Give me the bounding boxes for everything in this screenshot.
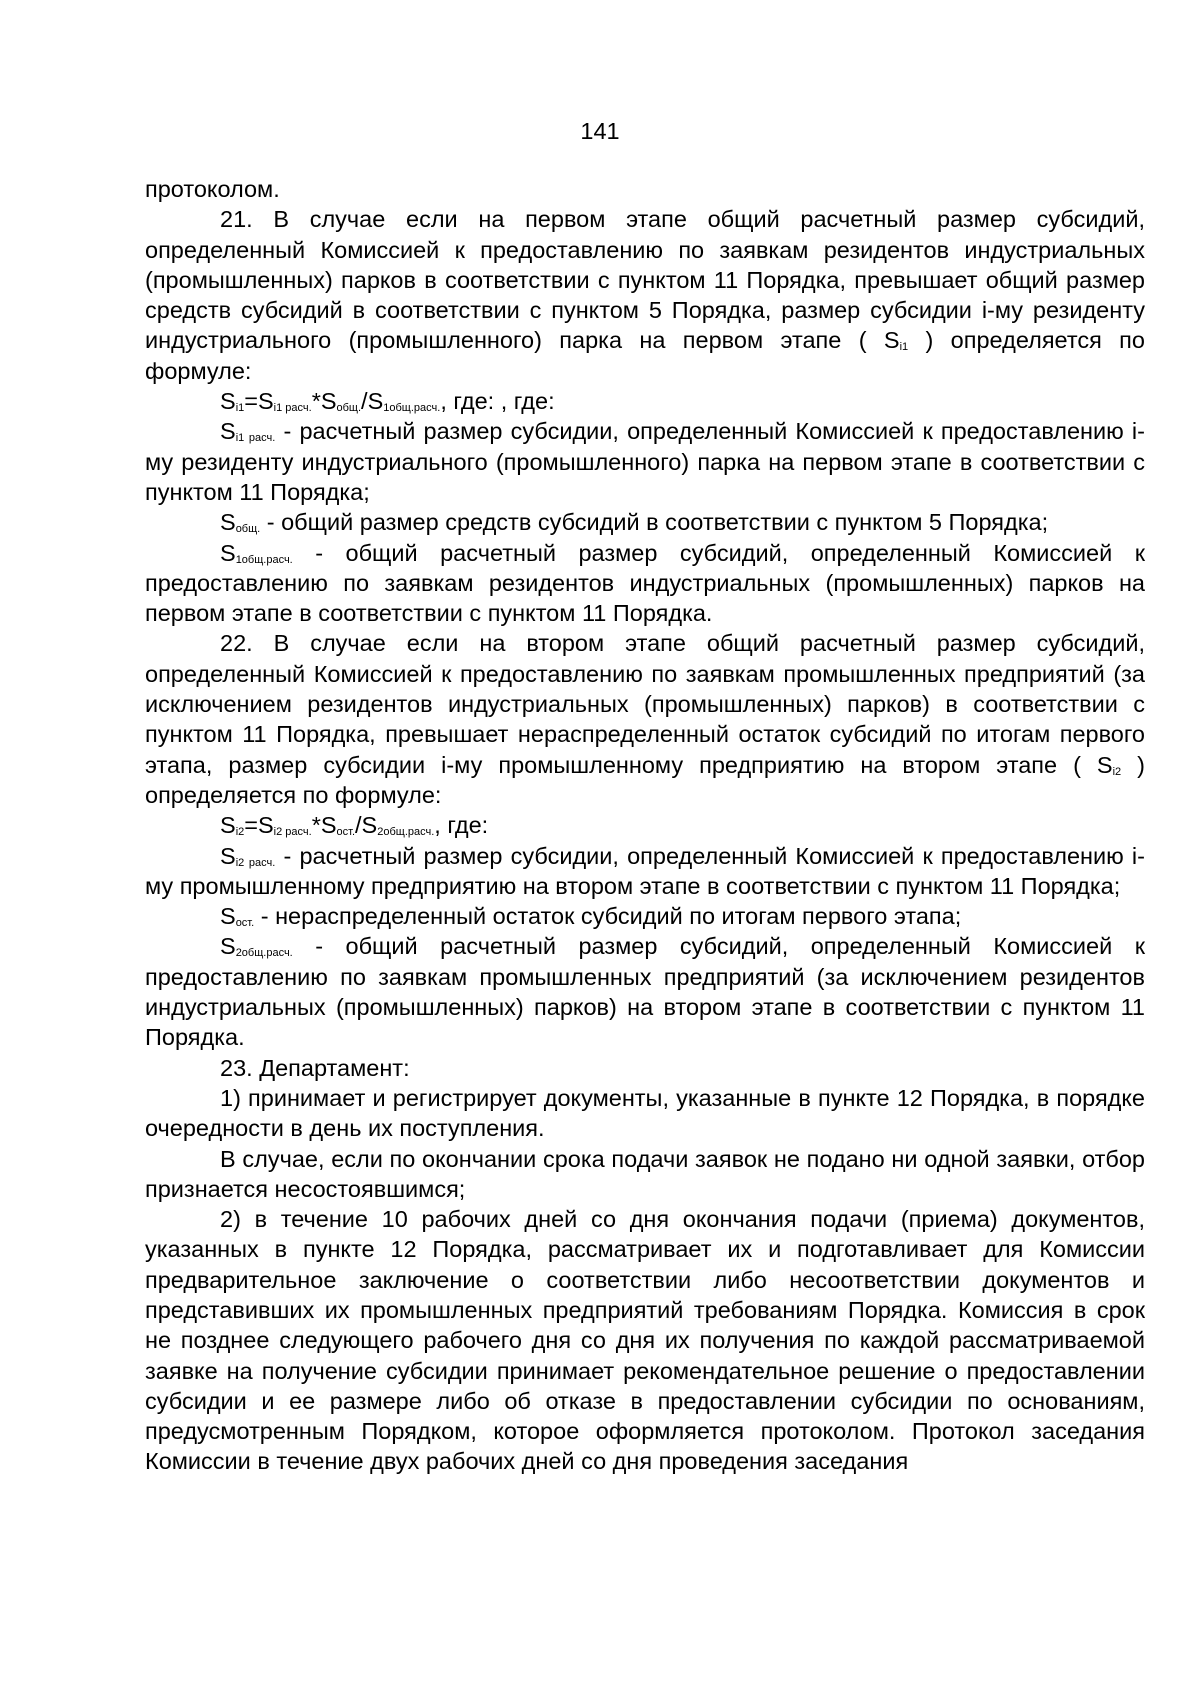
text-run: S (220, 812, 236, 839)
text-run: 22. В случае если на втором этапе общий расчетный размер субсидий, определенный Комиссией к предоставлению по заявкам промышленных предприятий (за исключением резидентов индустриальных (промышленных) парков) в соответствии с пунктом 11 Порядка, превышает нераспределенный остаток субсидий по итогам первого этапа, размер субсидии i-му промышленному предприятию на втором этапе ( S (145, 630, 1145, 778)
text-run: - общий расчетный размер субсидий, определенный Комиссией к предоставлению по заявкам резидентов индустриальных (промышленных) парков на первом этапе в соответствии с пунктом 11 Порядка. (145, 539, 1145, 627)
paragraph (145, 810, 1145, 840)
text-run: - нераспределенный остаток субсидий по итогам первого этапа; (254, 903, 962, 930)
document-body (145, 174, 1145, 1477)
text-run: В случае, если по окончании срока подачи заявок не подано ни одной заявки, отбор признается несостоявшимся; (145, 1145, 1145, 1202)
paragraph (145, 507, 1145, 537)
paragraph (145, 841, 1145, 902)
text-run: /S (355, 812, 378, 839)
subscript: i1 расч. (273, 402, 312, 415)
text-run: S (220, 509, 236, 536)
paragraph (145, 386, 1145, 416)
paragraph (145, 901, 1145, 931)
subscript: общ. (235, 523, 261, 536)
subscript: i2 расч. (235, 856, 276, 869)
text-run: =S (244, 388, 274, 415)
subscript: i2 (1112, 765, 1122, 778)
subscript: 2общ.расч. (235, 947, 293, 960)
subscript: i1 (235, 402, 245, 415)
subscript: i2 (235, 826, 245, 839)
text-run: ) определяется по формуле: (145, 751, 1145, 808)
text-run: - расчетный размер субсидии, определенный Комиссией к предоставлению i-му промышленному предприятию на втором этапе в соответствии с пунктом 11 Порядка; (145, 842, 1145, 899)
text-run: - общий расчетный размер субсидий, определенный Комиссией к предоставлению по заявкам промышленных предприятий (за исключением резидентов индустриальных (промышленных) парков) на втором этапе в соответствии с пунктом 11 Порядка. (145, 933, 1145, 1051)
text-run: =S (244, 812, 274, 839)
subscript: ост. (336, 826, 356, 839)
subscript: 1общ.расч. (235, 553, 293, 566)
text-run: /S (361, 388, 384, 415)
subscript: ост. (235, 917, 255, 930)
subscript: общ. (336, 402, 362, 415)
text-run: *S (311, 812, 337, 839)
text-run: 21. В случае если на первом этапе общий расчетный размер субсидий, определенный Комиссией к предоставлению по заявкам резидентов индустриальных (промышленных) парков в соответствии с пунктом 11 Порядка, превышает общий размер средств субсидий в соответствии с пунктом 5 Порядка, размер субсидии i-му резиденту индустриального (промышленного) парка на первом этапе ( S (145, 206, 1145, 354)
text-run: S (220, 842, 236, 869)
text-run: 2) в течение 10 рабочих дней со дня окончания подачи (приема) документов, указанных в пункте 12 Порядка, рассматривает их и подготавливает для Комиссии предварительное заключение о соответствии либо несоответствии документов и представивших их промышленных предприятий требованиям Порядка. Комиссия в срок не позднее следующего рабочего дня со дня их получения по каждой рассматриваемой заявке на получение субсидии принимает рекомендательное решение о предоставлении субсидии и ее размере либо об отказе в предоставлении субсидии по основаниям, предусмотренным Порядком, которое оформляется протоколом. Протокол заседания Комиссии в течение двух рабочих дней со дня проведения заседания (145, 1206, 1145, 1475)
text-run: 23. Департамент: (220, 1054, 410, 1081)
text-run: 1) принимает и регистрирует документы, указанные в пункте 12 Порядка, в порядке очередности в день их поступления. (145, 1084, 1145, 1142)
text-run: S (220, 388, 236, 415)
text-run: S (220, 903, 236, 930)
text-run: *S (311, 388, 337, 415)
paragraph (145, 628, 1145, 810)
text-run: S (220, 539, 236, 566)
text-run: - расчетный размер субсидии, определенный Комиссией к предоставлению i-му резиденту индустриального (промышленного) парка на первом этапе в соответствии с пунктом 11 Порядка; (145, 418, 1145, 505)
text-run: ) определяется по формуле: (145, 327, 1145, 384)
text-run: - общий размер средств субсидий в соответствии с пунктом 5 Порядка; (260, 509, 1049, 536)
paragraph (145, 931, 1145, 1052)
subscript: 2общ.расч. (377, 826, 435, 839)
subscript: i1 расч. (235, 432, 276, 445)
paragraph (145, 1144, 1145, 1205)
paragraph (145, 174, 1145, 204)
text-run: S (220, 418, 236, 445)
paragraph (145, 538, 1145, 629)
page-number: 141 (580, 118, 620, 144)
subscript: 1общ.расч. (383, 402, 441, 415)
text-run: S (220, 933, 236, 960)
paragraph (145, 1083, 1145, 1144)
paragraph (145, 204, 1145, 386)
subscript: i1 (899, 341, 909, 354)
paragraph (145, 1053, 1145, 1083)
paragraph (145, 1204, 1145, 1477)
text-run: , где: (434, 812, 489, 839)
subscript: i2 расч. (273, 826, 312, 839)
text-run: протоколом. (145, 176, 280, 202)
paragraph (145, 416, 1145, 507)
text-run: , где: , где: (440, 388, 555, 415)
